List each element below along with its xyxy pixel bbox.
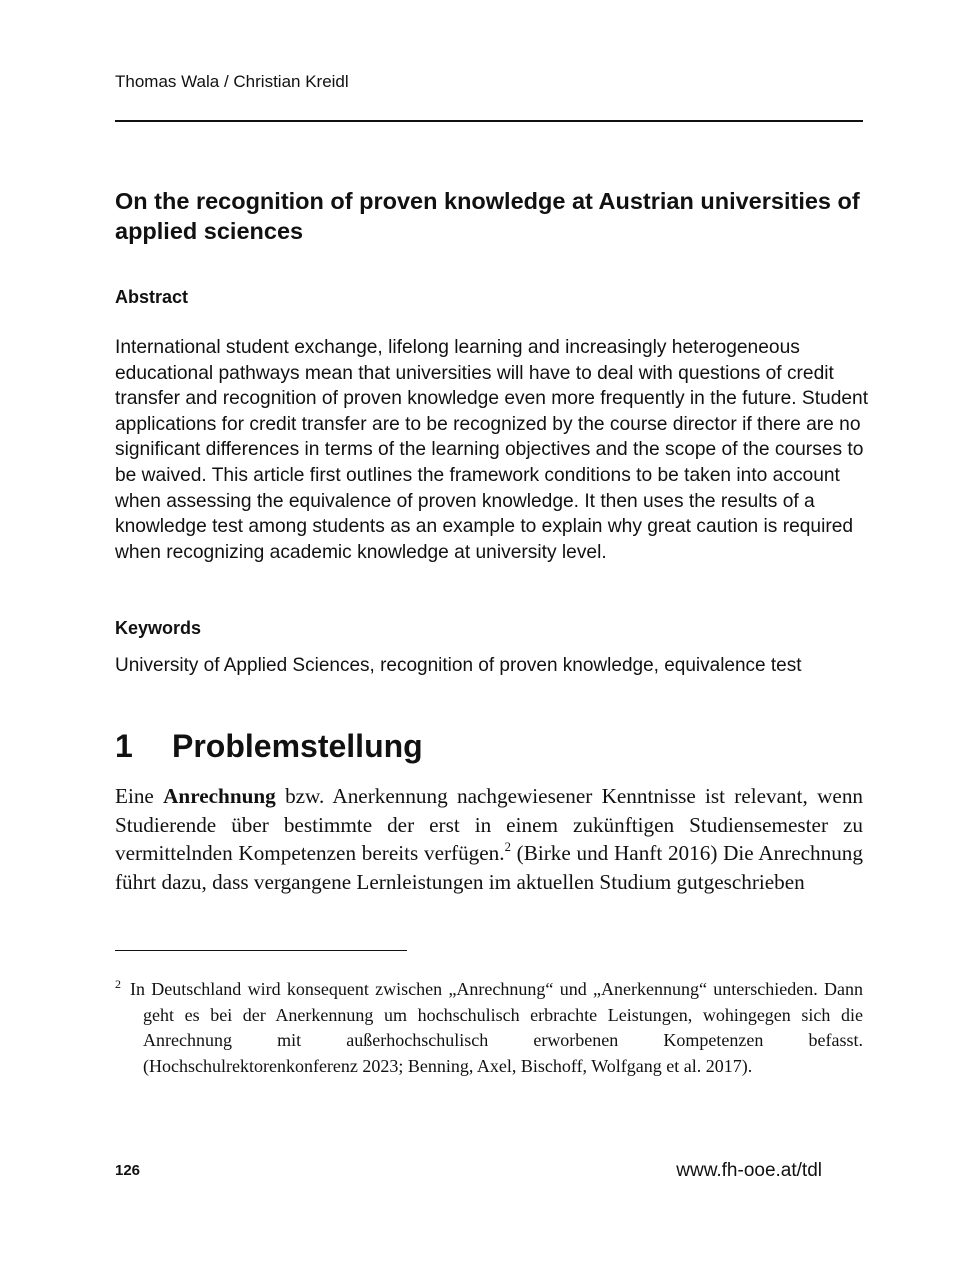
article-title: On the recognition of proven knowledge at Austrian universities of applied sciences bbox=[115, 188, 860, 244]
header-divider bbox=[115, 120, 863, 122]
footnote-reference[interactable]: 2 bbox=[504, 840, 511, 855]
footnote-marker: 2 bbox=[115, 977, 121, 991]
abstract-heading: Abstract bbox=[115, 287, 189, 307]
abstract-text: International student exchange, lifelong learning and increasingly heterogeneous educational pathways mean that universities will have to deal with questions of credit transfer and recognition of proven knowledge even more frequently in the future. Student applications for credit transfer are to be recognized by the course director if there are no significant differences in terms of the learning objectives and the scope of the courses to be waived. This article first outlines the framework conditions to be taken into account when assessing the equivalence of proven knowledge. It then uses the results of a knowledge test among students as an example to explain why great caution is required when recognizing academic knowledge at university level. bbox=[115, 337, 869, 563]
keywords-text: University of Applied Sciences, recognition of proven knowledge, equivalence test bbox=[115, 655, 802, 676]
body-text-prefix: Eine bbox=[115, 784, 164, 808]
section-title: Problemstellung bbox=[172, 728, 423, 764]
footnote-text: In Deutschland wird konsequent zwischen „Anrechnung“ und „Anerkennung“ unterschieden. Dann geht es bei der Anerkennung um hochschulisch erbrachte Leistungen, wohingegen sich die Anrechnung mit außerhochschulisch erworbenen Kompetenzen befasst. (Hochschulrektorenkonferenz 2023; Benning, Axel, Bischoff, Wolfgang et al. 2017). bbox=[130, 979, 863, 1076]
body-text-suffix: (Birke und Hanft 2016) Die Anrechnung führt dazu, dass vergangene Lernleistungen im aktuellen Studium gutgeschrieben bbox=[115, 841, 863, 895]
page-number: 126 bbox=[115, 1162, 141, 1179]
footnote-body bbox=[130, 977, 863, 1079]
body-paragraph bbox=[115, 782, 863, 897]
body-term-anrechnung: Anrechnung bbox=[163, 784, 276, 808]
footer-url[interactable]: www.fh-ooe.at/tdl bbox=[676, 1160, 822, 1181]
body-text-middle: bzw. Anerkennung nachgewiesener Kenntnisse ist relevant, wenn Studierende über bestimmte der erst in einem zukünftigen Studiensemester zu vermittelnden Kompetenzen bereits verfügen. bbox=[115, 784, 864, 866]
keywords-heading: Keywords bbox=[115, 618, 202, 638]
footnote bbox=[115, 977, 863, 1079]
section-heading bbox=[115, 726, 423, 766]
footnote-divider bbox=[115, 950, 407, 951]
section-number: 1 bbox=[115, 728, 133, 764]
running-header-authors: Thomas Wala / Christian Kreidl bbox=[115, 72, 349, 91]
